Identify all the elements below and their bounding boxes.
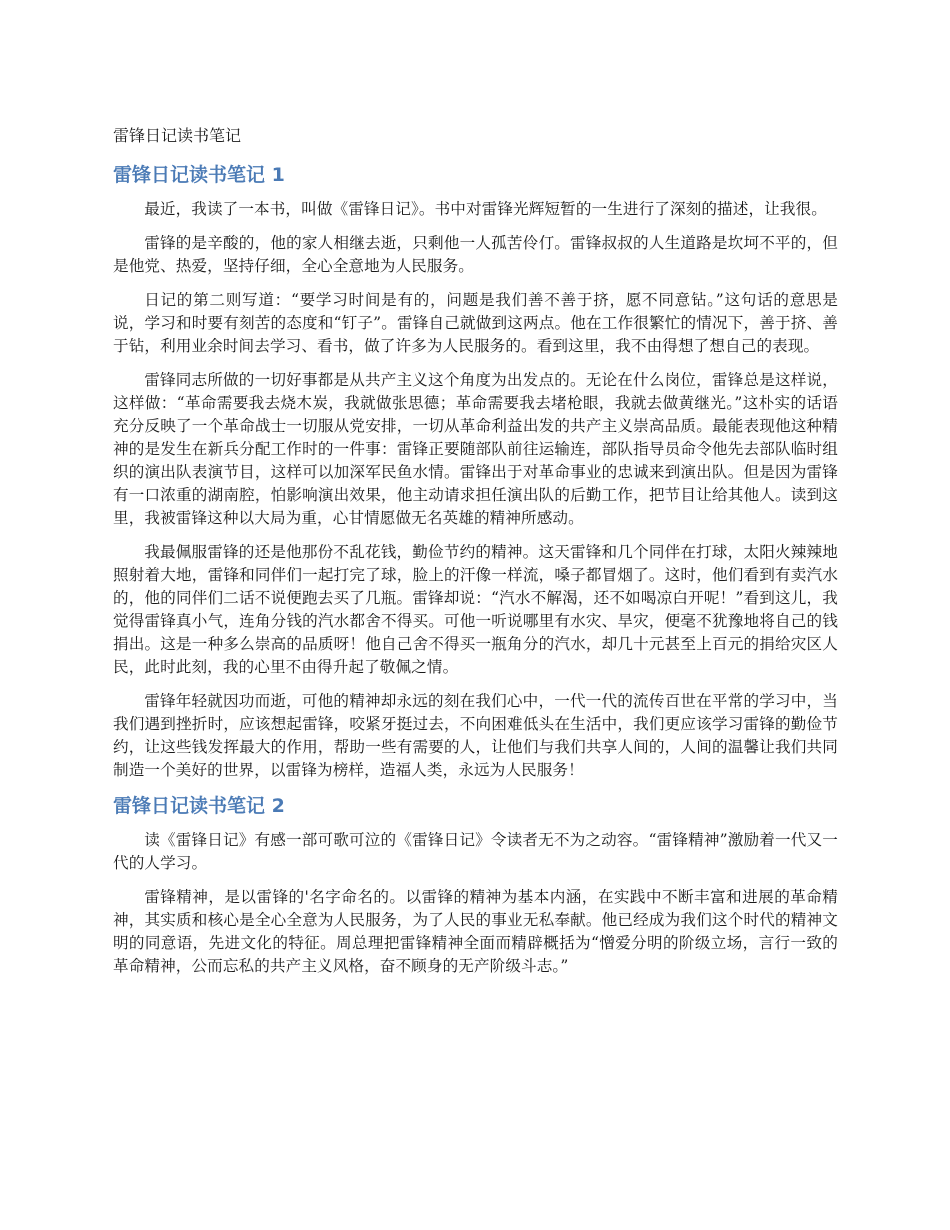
paragraph: 雷锋同志所做的一切好事都是从共产主义这个角度为出发点的。无论在什么岗位，雷锋总是这样说，这样做：“革命需要我去烧木炭，我就做张思德；革命需要我去堵枪眼，我就去做黄继光。”这朴实的话语充分反映了一个革命战士一切服从党安排，一切从革命利益出发的共产主义崇高品质。最能表现他这种精神的是发生在新兵分配工作时的一件事：雷锋正要随部队前往运输连，部队指导员命令他先去部队临时组织的演出队表演节目，这样可以加深军民鱼水情。雷锋出于对革命事业的忠诚来到演出队。但是因为雷锋有一口浓重的湖南腔，怕影响演出效果，他主动请求担任演出队的后勤工作，把节目让给其他人。读到这里，我被雷锋这种以大局为重，心甘情愿做无名英雄的精神所感动。 (113, 371, 838, 527)
paragraph: 读《雷锋日记》有感一部可歌可泣的《雷锋日记》令读者无不为之动容。“雷锋精神”激励着一代又一代的人学习。 (113, 831, 838, 872)
section-1 (113, 162, 838, 782)
paragraph: 雷锋精神，是以雷锋的'名字命名的。以雷锋的精神为基本内涵，在实践中不断丰富和进展的革命精神，其实质和核心是全心全意为人民服务，为了人民的事业无私奉献。他已经成为我们这个时代的精神文明的同意语，先进文化的特征。周总理把雷锋精神全面而精辟概括为“憎爱分明的阶级立场，言行一致的革命精神，公而忘私的共产主义风格，奋不顾身的无产阶级斗志。” (113, 888, 838, 975)
document-title: 雷锋日记读书笔记 (113, 126, 242, 145)
paragraph: 雷锋的是辛酸的，他的家人相继去逝，只剩他一人孤苦伶仃。雷锋叔叔的人生道路是坎坷不平的，但是他党、热爱，坚持仔细，全心全意地为人民服务。 (113, 234, 838, 275)
section-2 (113, 793, 838, 978)
section-heading: 雷锋日记读书笔记 1 (113, 164, 285, 186)
document-page (113, 124, 838, 989)
paragraph: 日记的第二则写道：“要学习时间是有的，问题是我们善不善于挤，愿不同意钻。”这句话的意思是说，学习和时要有刻苦的态度和“钉子”。雷锋自己就做到这两点。他在工作很繁忙的情况下，善于挤、善于钻，利用业余时间去学习、看书，做了许多为人民服务的。看到这里，我不由得想了想自己的表现。 (113, 291, 838, 355)
paragraph: 我最佩服雷锋的还是他那份不乱花钱，勤俭节约的精神。这天雷锋和几个同伴在打球，太阳火辣辣地照射着大地，雷锋和同伴们一起打完了球，脸上的汗像一样流，嗓子都冒烟了。这时，他们看到有卖汽水的，他的同伴们二话不说便跑去买了几瓶。雷锋却说：“汽水不解渴，还不如喝凉白开呢！”看到这儿，我觉得雷锋真小气，连角分钱的汽水都舍不得买。可他一听说哪里有水灾、旱灾，便毫不犹豫地将自己的钱捐出。这是一种多么崇高的品质呀！他自己舍不得买一瓶角分的汽水，却几十元甚至上百元的捐给灾区人民，此时此刻，我的心里不由得升起了敬佩之情。 (113, 543, 838, 676)
paragraph: 雷锋年轻就因功而逝，可他的精神却永远的刻在我们心中，一代一代的流传百世在平常的学习中，当我们遇到挫折时，应该想起雷锋，咬紧牙挺过去，不向困难低头在生活中，我们更应该学习雷锋的勤俭节约，让这些钱发挥最大的作用，帮助一些有需要的人，让他们与我们共享人间的，人间的温馨让我们共同制造一个美好的世界，以雷锋为榜样，造福人类，永远为人民服务！ (113, 692, 838, 779)
paragraph: 最近，我读了一本书，叫做《雷锋日记》。书中对雷锋光辉短暂的一生进行了深刻的描述，让我很。 (144, 200, 827, 218)
section-heading: 雷锋日记读书笔记 2 (113, 795, 285, 817)
